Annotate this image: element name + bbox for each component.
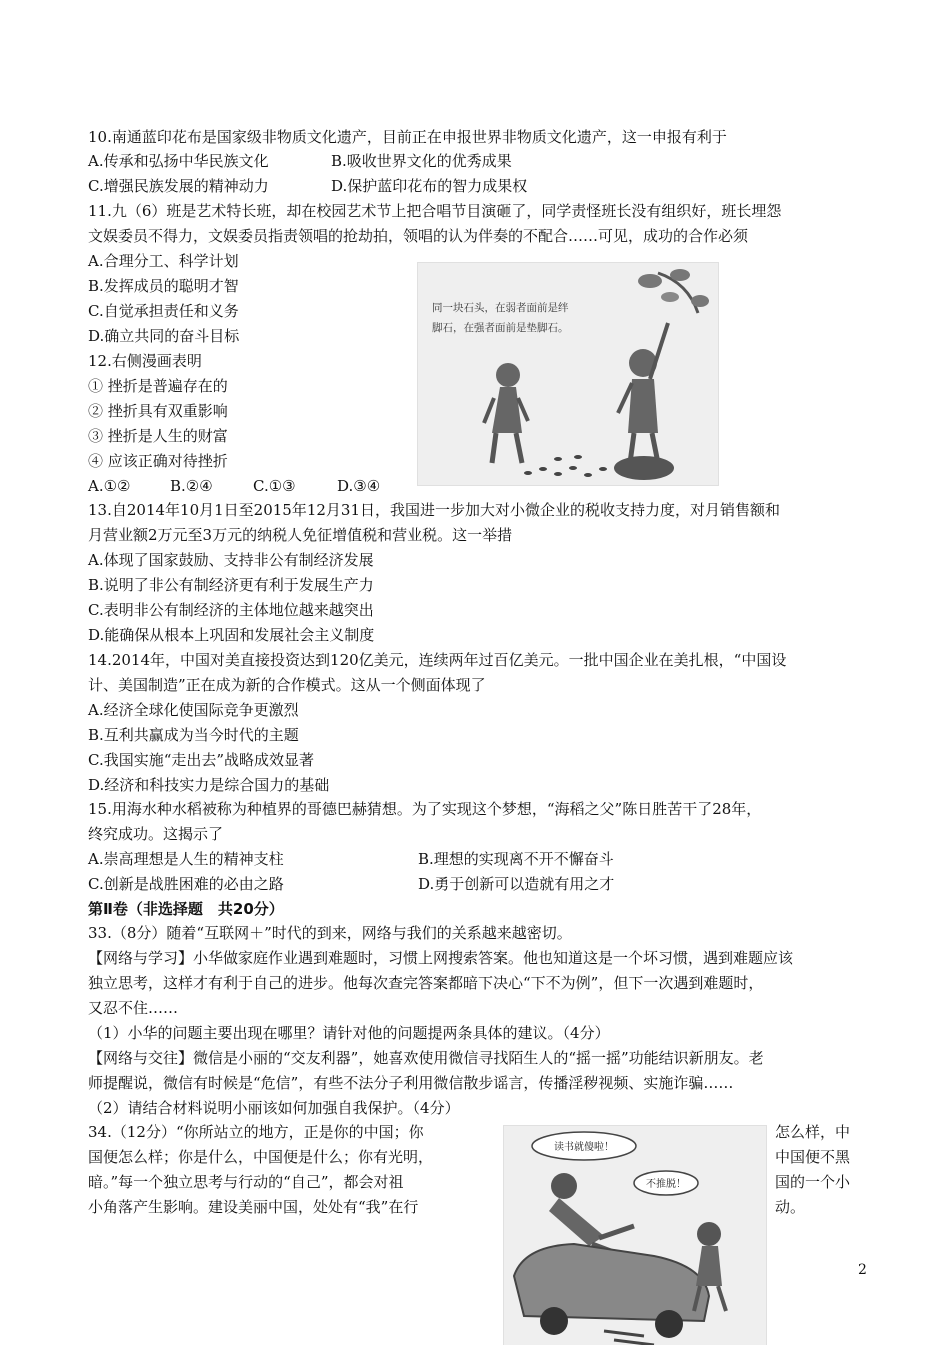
speech-bubble-2 bbox=[634, 1171, 698, 1195]
q33-intro: 33.（8分）随着“互联网＋”时代的到来，网络与我们的关系越来越密切。 bbox=[88, 924, 572, 942]
q15-option-d: D.勇于创新可以造就有用之才 bbox=[418, 875, 615, 893]
q13-stem-line2: 月营业额2万元至3万元的纳税人免征增值税和营业税。这一举措 bbox=[88, 526, 513, 544]
q12-option-c: C.①③ bbox=[253, 477, 296, 495]
q33-material1-line1: 【网络与学习】小华做家庭作业遇到难题时，习惯上网搜索答案。他也知道这是一个坏习惯，遇到难题应该 bbox=[88, 949, 794, 967]
q12-cartoon-image bbox=[417, 262, 719, 486]
q34-line1-left: 34.（12分）“你所站立的地方，正是你的中国；你 bbox=[88, 1123, 424, 1141]
q33-subquestion-2: （2）请结合材料说明小丽该如何加强自我保护。（4分） bbox=[88, 1099, 460, 1117]
q33-material1-line3: 又忍不住…… bbox=[88, 999, 179, 1017]
q34-line2-right: 中国便不黑 bbox=[775, 1148, 851, 1166]
q14-option-b: B.互利共赢成为当今时代的主题 bbox=[88, 726, 299, 744]
q13-option-c: C.表明非公有制经济的主体地位越来越突出 bbox=[88, 601, 374, 619]
speech-bubble-1 bbox=[532, 1132, 636, 1160]
q12-statement-4: ④ 应该正确对待挫折 bbox=[88, 452, 228, 470]
q34-line3-left: 暗。”每一个独立思考与行动的“自己”，都会对祖 bbox=[88, 1173, 404, 1191]
part2-title: 第Ⅱ卷（非选择题 共20分） bbox=[88, 900, 284, 918]
q13-option-d: D.能确保从根本上巩固和发展社会主义制度 bbox=[88, 626, 375, 644]
q33-subquestion-1: （1）小华的问题主要出现在哪里？请针对他的问题提两条具体的建议。（4分） bbox=[88, 1024, 610, 1042]
q15-option-b: B.理想的实现离不开不懈奋斗 bbox=[418, 850, 614, 868]
q33-material1-line2: 独立思考，这样才有利于自己的进步。他每次查完答案都暗下决心“下不为例”，但下一次遇到难题时， bbox=[88, 974, 764, 992]
q15-stem-line2: 终究成功。这揭示了 bbox=[88, 825, 224, 843]
q15-stem-line1: 15.用海水种水稻被称为种植界的哥德巴赫猜想。为了实现这个梦想，“海稻之父”陈日胜苦干了28年， bbox=[88, 800, 762, 818]
page-number: 2 bbox=[858, 1262, 867, 1278]
q10-option-c: C.增强民族发展的精神动力 bbox=[88, 177, 269, 195]
q10-stem: 10.南通蓝印花布是国家级非物质文化遗产，目前正在申报世界非物质文化遗产，这一申报有利于 bbox=[88, 128, 727, 146]
bubble-text-2: 不推脱！ bbox=[646, 1179, 686, 1190]
q10-option-d: D.保护蓝印花布的智力成果权 bbox=[331, 177, 528, 195]
q13-option-a: A.体现了国家鼓励、支持非公有制经济发展 bbox=[88, 551, 374, 569]
q34-cartoon-image bbox=[503, 1125, 767, 1345]
q11-stem-line2: 文娱委员不得力，文娱委员指责领唱的抢劫拍，领唱的认为伴奏的不配合……可见，成功的合作必须 bbox=[88, 227, 749, 245]
q11-stem-line1: 11.九（6）班是艺术特长班，却在校园艺术节上把合唱节目演砸了，同学责怪班长没有组织好，班长埋怨 bbox=[88, 202, 782, 220]
q12-option-b: B.②④ bbox=[170, 477, 213, 495]
q12-statement-1: ① 挫折是普遍存在的 bbox=[88, 377, 228, 395]
cartoon-caption-1: 同一块石头，在弱者面前是绊 bbox=[432, 302, 569, 314]
q13-option-b: B.说明了非公有制经济更有利于发展生产力 bbox=[88, 576, 374, 594]
q33-material2-line2: 师提醒说，微信有时候是“危信”，有些不法分子利用微信散步谣言，传播淫秽视频、实施诈骗…… bbox=[88, 1074, 734, 1092]
q11-option-d: D.确立共同的奋斗目标 bbox=[88, 327, 240, 345]
q12-statement-2: ② 挫折具有双重影响 bbox=[88, 402, 228, 420]
q33-material2-line1: 【网络与交往】微信是小丽的“交友利器”，她喜欢使用微信寻找陌生人的“摇一摇”功能结识新朋友。老 bbox=[88, 1049, 764, 1067]
q10-option-b: B.吸收世界文化的优秀成果 bbox=[331, 152, 512, 170]
q14-option-c: C.我国实施“走出去”战略成效显著 bbox=[88, 751, 315, 769]
rock-drawing bbox=[614, 456, 674, 480]
q11-option-c: C.自觉承担责任和义务 bbox=[88, 302, 239, 320]
q34-line3-right: 国的一个小 bbox=[775, 1173, 851, 1191]
q14-option-d: D.经济和科技实力是综合国力的基础 bbox=[88, 776, 330, 794]
q34-line1-right: 怎么样，中 bbox=[775, 1123, 851, 1141]
q12-statement-3: ③ 挫折是人生的财富 bbox=[88, 427, 228, 445]
q34-line2-left: 国便怎么样；你是什么，中国便是什么；你有光明， bbox=[88, 1148, 434, 1166]
q34-cartoon-svg bbox=[504, 1126, 766, 1345]
bubble-text-1: 读书就傻啦！ bbox=[554, 1142, 614, 1153]
q13-stem-line1: 13.自2014年10月1日至2015年12月31日，我国进一步加大对小微企业的税收支持力度，对月销售额和 bbox=[88, 501, 781, 519]
q34-line4-left: 小角落产生影响。建设美丽中国，处处有“我”在行 bbox=[88, 1198, 419, 1216]
cartoon-caption-2: 脚石，在强者面前是垫脚石。 bbox=[432, 322, 569, 334]
q12-cartoon-svg bbox=[418, 263, 718, 485]
q14-stem-line1: 14.2014年，中国对美直接投资达到120亿美元，连续两年过百亿美元。一批中国企业在美扎根，“中国设 bbox=[88, 651, 787, 669]
q10-option-a: A.传承和弘扬中华民族文化 bbox=[88, 152, 269, 170]
q15-option-c: C.创新是战胜困难的必由之路 bbox=[88, 875, 284, 893]
q15-option-a: A.崇高理想是人生的精神支柱 bbox=[88, 850, 284, 868]
q14-stem-line2: 计、美国制造”正在成为新的合作模式。这从一个侧面体现了 bbox=[88, 676, 486, 694]
q11-option-b: B.发挥成员的聪明才智 bbox=[88, 277, 239, 295]
q12-stem: 12.右侧漫画表明 bbox=[88, 352, 202, 370]
q34-line4-right: 动。 bbox=[775, 1198, 806, 1216]
q12-option-d: D.③④ bbox=[337, 477, 381, 495]
q11-option-a: A.合理分工、科学计划 bbox=[88, 252, 239, 270]
q14-option-a: A.经济全球化使国际竞争更激烈 bbox=[88, 701, 299, 719]
q12-option-a: A.①② bbox=[88, 477, 131, 495]
